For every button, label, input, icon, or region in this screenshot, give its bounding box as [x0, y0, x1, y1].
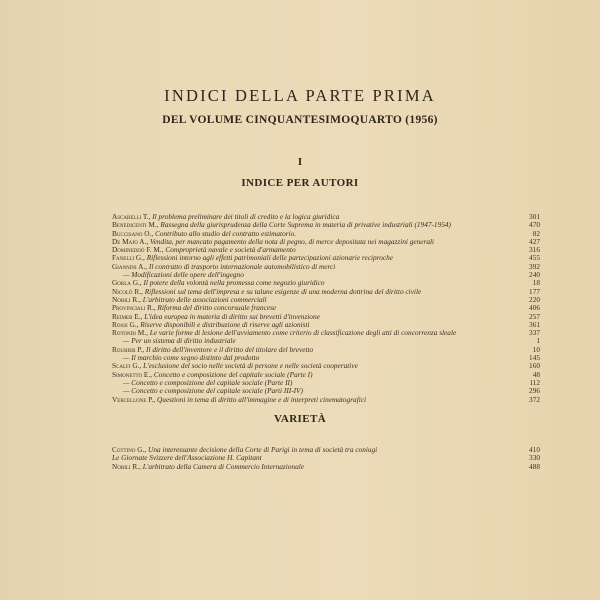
entry-title: Riflessioni intorno agli effetti patrimoniali delle partecipazioni azionarie reciproche [146, 253, 393, 263]
entry-page-number: 372 [529, 394, 540, 404]
entry-title: L'arbitrato della Camera di Commercio Internazionale [142, 461, 304, 471]
entry-page-number: 427 [529, 236, 540, 246]
entry-title: Questioni in tema di diritto all'immagine e di interpreti cinematografici [156, 394, 367, 404]
entry-title: Una interessante decisione della Corte di Parigi in tema di società tra coniugi [148, 445, 378, 454]
index-entry [112, 463, 540, 471]
index-title: INDICI DELLA PARTE PRIMA [164, 86, 436, 105]
entry-title: — Il marchio come segno distinto dal prodotto [123, 353, 260, 363]
entry-page-number: 330 [529, 453, 540, 463]
entry-author: Provinciali R., [112, 303, 156, 313]
entry-title: — Concetto e composizione del capitale sociale (Parti III-IV) [123, 386, 303, 396]
entry-author: De Majo A., [112, 236, 149, 246]
entry-title: Contributo allo studio del contratto estimatorio. [155, 228, 297, 238]
entry-author: Fanelli G., [112, 253, 145, 263]
entry-author: Nobili R., [112, 461, 141, 471]
entry-title: L'esclusione del socio nelle società di persone e nelle società cooperative [143, 361, 358, 371]
authors-entry-list [112, 213, 540, 404]
entry-page-number: 82 [532, 228, 540, 238]
entry-author: Buccisano O., [112, 228, 154, 238]
entry-author: Scalfi G., [112, 361, 142, 371]
entry-title: Riflessioni sul tema dell'impresa e su talune esigenze di una moderna dottrina del diritto civile [144, 286, 422, 296]
entry-page-number: 145 [529, 353, 540, 363]
entry-page-number: 18 [532, 278, 540, 288]
entry-page-number: 410 [529, 445, 540, 454]
entry-title: Concetto e composizione del capitale sociale (Parte I) [153, 369, 313, 379]
entry-page-number: 257 [529, 311, 540, 321]
entry-author: Ascarelli T., [112, 212, 151, 221]
entry-author: Benedicenti M., [112, 220, 159, 230]
entry-page-number: 337 [529, 328, 540, 338]
entry-author: Reimer E., [112, 311, 143, 321]
section-number: I [297, 156, 303, 168]
entry-title: Le varie forme di lesione dell'avviamento come criterio di classificazione degli atti di concorrenza sleale [149, 328, 457, 338]
entry-author: Domineddò F. M., [112, 245, 164, 255]
entry-title: Rassegna della giurisprudenza della Corte Suprema in materia di privative industriali (1947-1954) [160, 220, 451, 230]
entry-title: — Modificazioni delle opere dell'ingegno [123, 270, 244, 280]
entry-author: Roubier P., [112, 344, 145, 354]
entry-page-number: 240 [529, 270, 540, 280]
entry-title: — Per un sistema di diritto industriale [123, 336, 236, 346]
entry-author: Vercellone P., [112, 394, 156, 404]
entry-title: L'arbitrato delle associazioni commerciali [142, 294, 267, 304]
entry-author: Rotondi M., [112, 328, 148, 338]
volume-subtitle: DEL VOLUME CINQUANTESIMOQUARTO (1956) [162, 114, 438, 126]
entry-title: — Concetto e composizione del capitale sociale (Parte II) [123, 377, 293, 387]
entry-page-number: 220 [529, 294, 540, 304]
entry-title: Il problema preliminare dei titoli di credito e la logica giuridica [152, 212, 340, 221]
varieta-heading: VARIETÀ [273, 413, 327, 425]
entry-author: Simonetto E., [112, 369, 153, 379]
entry-page-number: 1 [536, 336, 540, 346]
entry-author: Giannini A., [112, 261, 148, 271]
entry-page-number: 316 [529, 245, 540, 255]
entry-page-number: 488 [529, 461, 540, 471]
entry-page-number: 470 [529, 220, 540, 230]
entry-page-number: 177 [529, 286, 540, 296]
index-entry [112, 396, 540, 404]
authors-index-heading: INDICE PER AUTORI [241, 177, 359, 189]
entry-title: Riforma del diritto concorsuale francese [157, 303, 277, 313]
varieta-entry-list [112, 446, 540, 471]
entry-author: Rossi G., [112, 319, 139, 329]
entry-title: Il contratto di trasporto internazionale automobilistico di merci [148, 261, 336, 271]
entry-page-number: 48 [532, 369, 540, 379]
entry-title: L'idea europea in materia di diritto sui brevetti d'invenzione [144, 311, 320, 321]
entry-title: Comproprietà navale e società d'armamento [165, 245, 296, 255]
entry-page-number: 112 [529, 377, 540, 387]
entry-page-number: 160 [529, 361, 540, 371]
entry-page-number: 392 [529, 261, 540, 271]
entry-page-number: 301 [529, 212, 540, 221]
entry-author: Gorla G., [112, 278, 142, 288]
entry-title: Riserve disponibili e distribuzione di riserve agli azionisti [140, 319, 310, 329]
entry-title: Il diritto dell'inventore e il diritto del titolare del brevetto [146, 344, 314, 354]
entry-page-number: 10 [532, 344, 540, 354]
entry-author: Nobili R., [112, 294, 141, 304]
entry-page-number: 296 [529, 386, 540, 396]
entry-author: Nicolò R., [112, 286, 143, 296]
entry-page-number: 406 [529, 303, 540, 313]
entry-page-number: 455 [529, 253, 540, 263]
entry-title: Il potere della volontà nella promessa come negozio giuridico [143, 278, 325, 288]
entry-author: Cottino G., [112, 445, 147, 454]
entry-title: Le Giornate Svizzere dell'Associazione H. Capitant [112, 453, 262, 463]
entry-page-number: 361 [529, 319, 540, 329]
entry-title: Vendita, per mancato pagamento della nota di pegno, di merce depositata nei magazzini generali [149, 236, 435, 246]
